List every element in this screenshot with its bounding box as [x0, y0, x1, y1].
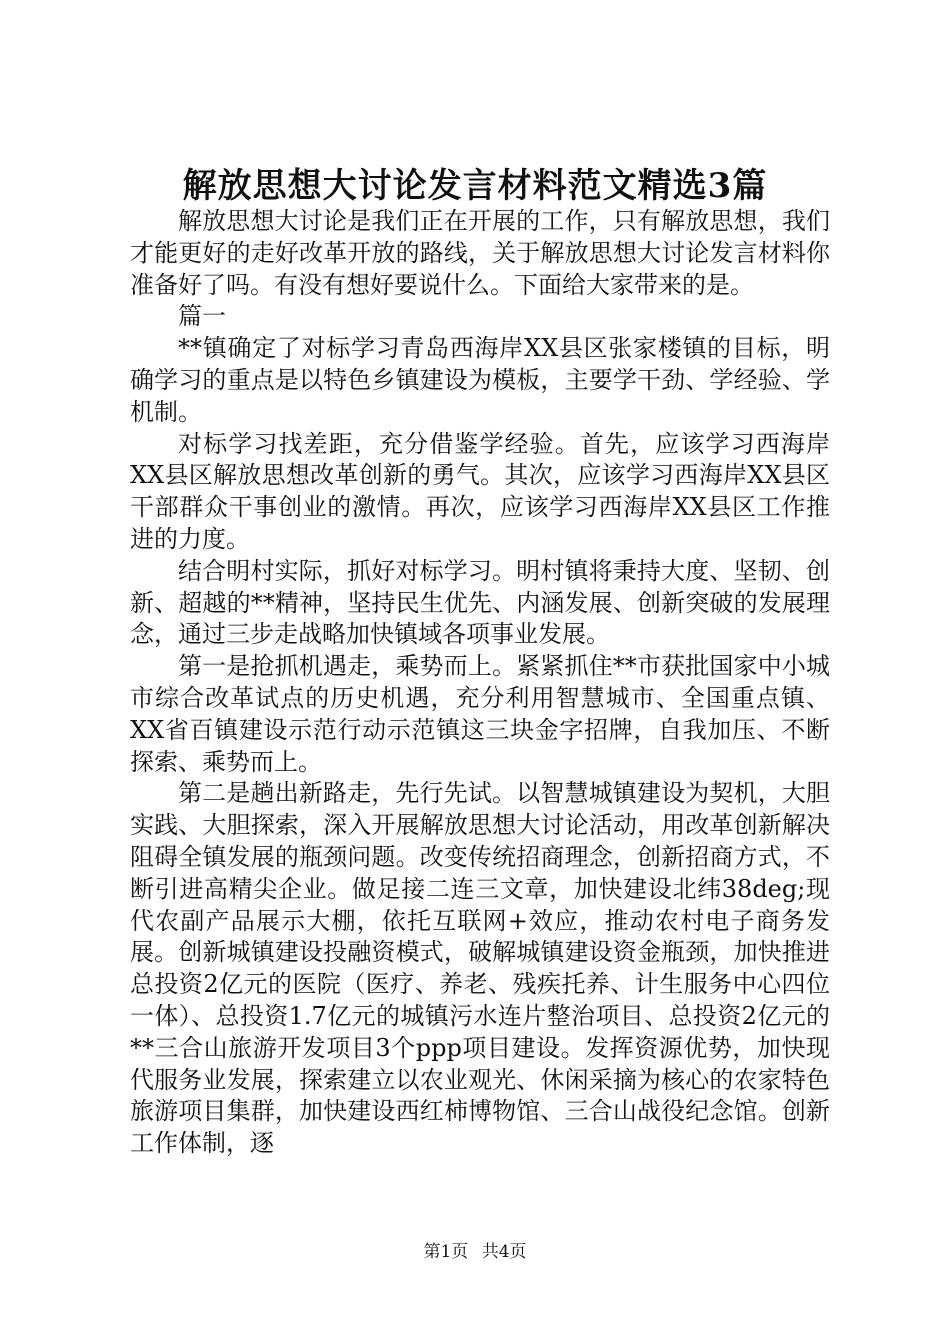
- section-heading-part-one: 篇一: [178, 302, 226, 331]
- paragraph: 对标学习找差距，充分借鉴学经验。首先，应该学习西海岸XX县区解放思想改革创新的勇气。其次，应该学习西海岸XX县区干部群众干事创业的激情。再次，应该学习西海岸XX县区工作推进的力度。: [130, 429, 830, 553]
- page-number: 第1页: [423, 1242, 469, 1262]
- paragraph: 结合明村实际，抓好对标学习。明村镇将秉持大度、坚韧、创新、超越的**精神，坚持民生优先、内涵发展、创新突破的发展理念，通过三步走战略加快镇域各项事业发展。: [130, 556, 830, 649]
- page-footer: [0, 1240, 950, 1264]
- paragraph: 第二是趟出新路走，先行先试。以智慧城镇建设为契机，大胆实践、大胆探索，深入开展解放思想大讨论活动，用改革创新解决阻碍全镇发展的瓶颈问题。改变传统招商理念，创新招商方式，不断引进高精尖企业。做足接二连三文章，加快建设北纬38deg;现代农副产品展示大棚，依托互联网+效应，推动农村电子商务发展。创新城镇建设投融资模式，破解城镇建设资金瓶颈，加快推进总投资2亿元的医院（医疗、养老、残疾托养、计生服务中心四位一体）、总投资1.7亿元的城镇污水连片整治项目、总投资2亿元的**三合山旅游开发项目3个ppp项目建设。发挥资源优势，加快现代服务业发展，探索建立以农业观光、休闲采摘为核心的农家特色旅游项目集群，加快建设西红柿博物馆、三合山战役纪念馆。创新工作体制，逐: [130, 779, 830, 1158]
- paragraph-intro: 解放思想大讨论是我们正在开展的工作，只有解放思想，我们才能更好的走好改革开放的路线，关于解放思想大讨论发言材料你准备好了吗。有没有想好要说什么。下面给大家带来的是。: [130, 207, 830, 299]
- document-body: [130, 206, 830, 1160]
- paragraph: **镇确定了对标学习青岛西海岸XX县区张家楼镇的目标，明确学习的重点是以特色乡镇建设为模板，主要学干劲、学经验、学机制。: [130, 334, 830, 426]
- document-title: 解放思想大讨论发言材料范文精选3篇: [182, 166, 768, 206]
- paragraph: 第一是抢抓机遇走，乘势而上。紧紧抓住**市获批国家中小城市综合改革试点的历史机遇，充分利用智慧城市、全国重点镇、XX省百镇建设示范行动示范镇这三块金字招牌，自我加压、不断探索、乘势而上。: [130, 652, 830, 776]
- page-total: 共4页: [481, 1242, 527, 1262]
